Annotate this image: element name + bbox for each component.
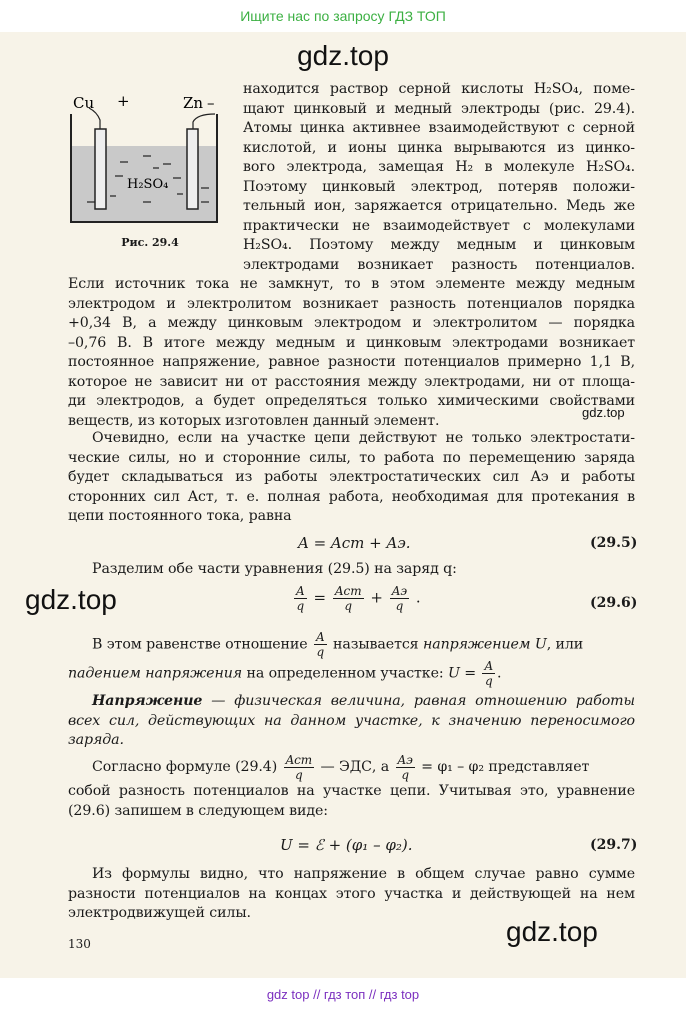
- paragraph-6: [68, 865, 635, 924]
- paragraph-3: [68, 560, 635, 580]
- equation-number: (29.7): [590, 837, 638, 853]
- fraction: $\frac{A}{q}$: [484, 659, 494, 688]
- text-line: вого электрода, замещая H₂ в молекуле H₂SO₄.: [243, 159, 635, 175]
- watermark-large: gdz.top: [506, 916, 598, 947]
- text-line: (29.6) запишем в следующем виде:: [68, 802, 328, 819]
- text-line: постоянное напряжение, равное разности потенциалов примерно 1,1 В,: [68, 354, 635, 370]
- text-line: В этом равенстве отношение $\frac{A}{q}$ называется напряжением U, или: [92, 630, 584, 659]
- fraction: $\frac{\text{Aст}}{q}$: [334, 584, 362, 613]
- equation-29-6: [292, 584, 421, 613]
- watermark-small: gdz.top: [582, 405, 625, 420]
- text-line: падением напряжения на определенном участке: U = $\frac{A}{q}$ .: [68, 659, 502, 688]
- text-line: кислотой, и ионы цинка вырываются из цинко-: [243, 139, 635, 156]
- text-line: которое не зависит ни от расстояния между электродами, ни от площа-: [68, 373, 635, 390]
- text-line: Атомы цинка активнее взаимодействуют с серной: [243, 120, 635, 136]
- text-line: заряда.: [68, 732, 124, 748]
- label-electrolyte: H₂SO₄: [127, 177, 169, 192]
- paragraph-4: [68, 630, 635, 688]
- label-minus: –: [207, 94, 215, 112]
- textbook-page: [0, 32, 686, 978]
- label-zn: Zn: [183, 94, 204, 112]
- figure-29-4: [65, 84, 235, 259]
- zinc-wire: [193, 114, 215, 129]
- paragraph-1: [68, 275, 635, 431]
- fraction: $\frac{Aэ}{q}$: [397, 752, 413, 782]
- definition: [68, 692, 635, 751]
- text-line: –0,76 В. В итоге между медным и цинковым электродами возникает: [68, 334, 635, 351]
- text-line: ческие силы, но и сторонние силы, то работа по перемещению заряда: [68, 449, 635, 466]
- top-banner[interactable]: Ищите нас по запросу ГДЗ ТОП: [0, 0, 686, 32]
- text-line: ди электродов, а будет определяться только химическими свойствами: [68, 393, 635, 409]
- fraction: $\frac{A}{q}$: [296, 584, 305, 613]
- text-line: Очевидно, если на участке цепи действуют не только электростати-: [92, 430, 635, 446]
- text-line: будет складываться из работы электростатических сил Aэ и работы: [68, 469, 635, 485]
- text-line: щают цинковый и медный электроды (рис. 29.4).: [243, 100, 635, 117]
- paragraph-2: [68, 429, 635, 527]
- fraction: $\frac{Aэ}{q}$: [391, 584, 408, 613]
- text-line: Если источник тока не замкнут, то в этом элементе между медным: [68, 276, 635, 292]
- period: .: [415, 588, 421, 607]
- text-line: Поэтому цинковый электрод, потеряв положи-: [243, 178, 635, 195]
- equals-sign: =: [313, 588, 327, 607]
- fraction: $\frac{\text{Aст}}{q}$: [285, 752, 313, 782]
- fraction: $\frac{A}{q}$: [316, 630, 325, 659]
- text-line: веществ, из которых изготовлен данный элемент.: [68, 412, 440, 429]
- equation-29-5: A = Aст + Aэ.: [298, 534, 411, 552]
- zinc-electrode: [187, 129, 198, 209]
- text-line: электродами возникает разность потенциалов.: [243, 256, 635, 273]
- galvanic-cell-illustration: [65, 84, 235, 234]
- text-line: сторонних сил Aст, т. е. полная работа, необходимая для протекания в: [68, 488, 635, 505]
- equation-29-7: U = ℰ + (φ₁ – φ₂).: [280, 836, 413, 854]
- text-line: практически не взаимодействует с молекулами: [243, 217, 635, 234]
- equation-number: (29.5): [590, 535, 638, 551]
- text-line: собой разность потенциалов на участке цепи. Учитывая это, уравнение: [68, 783, 635, 799]
- text-line: находится раствор серной кислоты H₂SO₄, поме-: [243, 81, 635, 97]
- label-cu: Cu: [73, 94, 95, 112]
- wrap-text: [243, 80, 635, 275]
- text-line: разности потенциалов на концах этого участка и действующей на нем: [68, 885, 635, 902]
- text-line: цепи постоянного тока, равна: [68, 508, 292, 524]
- text-line: Из формулы видно, что напряжение в общем случае равно сумме: [92, 866, 635, 882]
- bottom-banner[interactable]: gdz top // гдз топ // гдз top: [0, 978, 686, 1011]
- text-line: электродом и электролитом возникает разность потенциалов порядка: [68, 295, 635, 312]
- paragraph-5: [68, 752, 635, 821]
- text-line: тельный ион, заряжается отрицательно. Медь же: [243, 198, 635, 214]
- plus-sign: +: [370, 588, 383, 607]
- text-line: Согласно формуле (29.4) $\frac{\text{Aст}}{q}$ — ЭДС, а $\frac{Aэ}{q}$ = φ₁ – φ₂ представляет: [92, 752, 590, 782]
- text-line: всех сил, действующих на данном участке, к значению переносимого: [68, 712, 635, 729]
- text-line: Разделим обе части уравнения (29.5) на заряд q:: [92, 561, 457, 577]
- site-title[interactable]: gdz.top: [297, 40, 389, 71]
- text-line: +0,34 В, а между цинковым электродом и электролитом — порядка: [68, 315, 635, 331]
- text-line: Напряжение — физическая величина, равная отношению работы: [92, 693, 635, 709]
- watermark-large: gdz.top: [25, 584, 117, 615]
- definition-term: Напряжение: [92, 693, 203, 709]
- copper-electrode: [95, 129, 106, 209]
- figure-caption: Рис. 29.4: [121, 236, 179, 249]
- page-number: 130: [68, 937, 91, 951]
- label-plus: +: [117, 92, 130, 110]
- text-line: H₂SO₄. Поэтому между медным и цинковым: [243, 237, 635, 253]
- text-line: электродвижущей силы.: [68, 905, 251, 921]
- equation-number: (29.6): [590, 595, 638, 611]
